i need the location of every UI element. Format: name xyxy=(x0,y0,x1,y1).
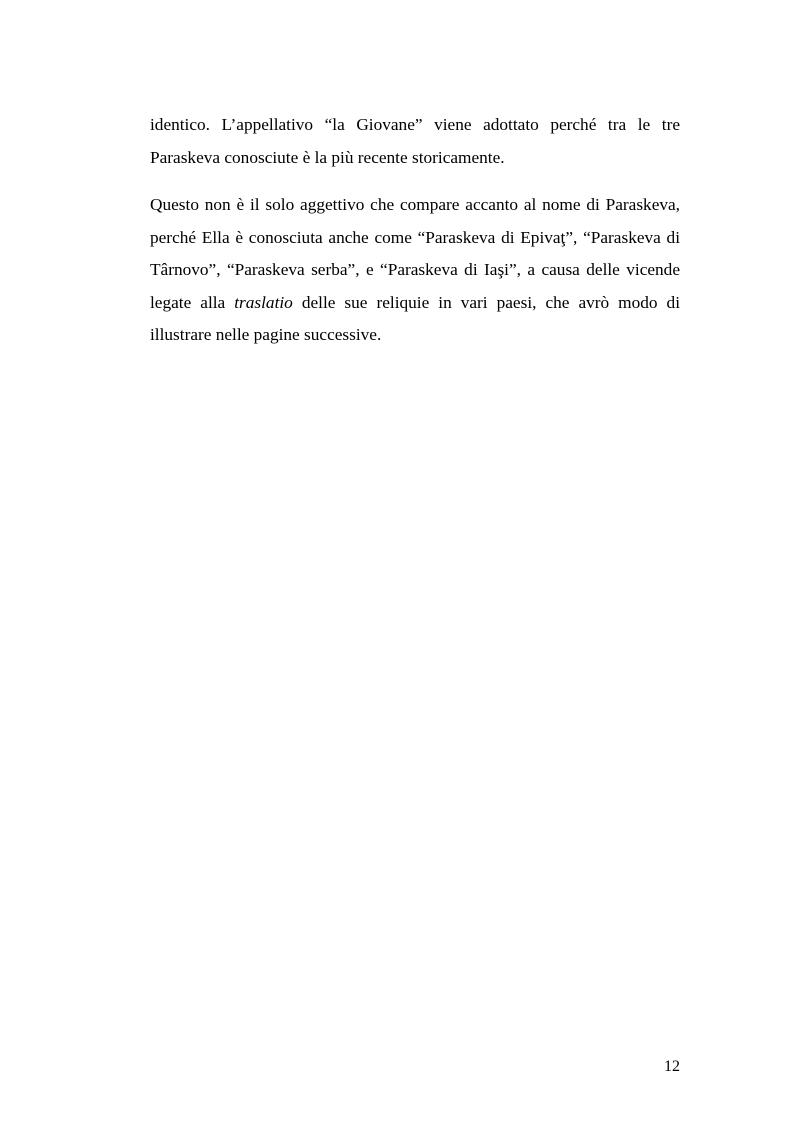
paragraph-1-text: identico. L’appellativo “la Giovane” viene adottato perché tra le tre Paraskeva conosciute è la più recente storicamente. xyxy=(150,115,680,167)
paragraph-2-text-end: delle sue reliquie in vari paesi, che avrò modo di illustrare nelle pagine successive. xyxy=(150,292,680,344)
paragraph-1 xyxy=(150,109,680,174)
italic-term-traslatio: traslatio xyxy=(234,292,293,312)
body-text xyxy=(150,109,680,352)
page-number: 12 xyxy=(664,1058,680,1075)
paragraph-2-text-start: Questo non è il solo aggettivo che compare accanto al nome di Paraskeva, perché Ella è conosciuta anche come “Paraskeva di Epivaţ”, “Paraskeva di Târnovo”, “Paraskeva serba”, e “Paraskeva di Iaşi”, a causa delle vicende legate alla xyxy=(150,195,680,312)
paragraph-2 xyxy=(150,189,680,352)
